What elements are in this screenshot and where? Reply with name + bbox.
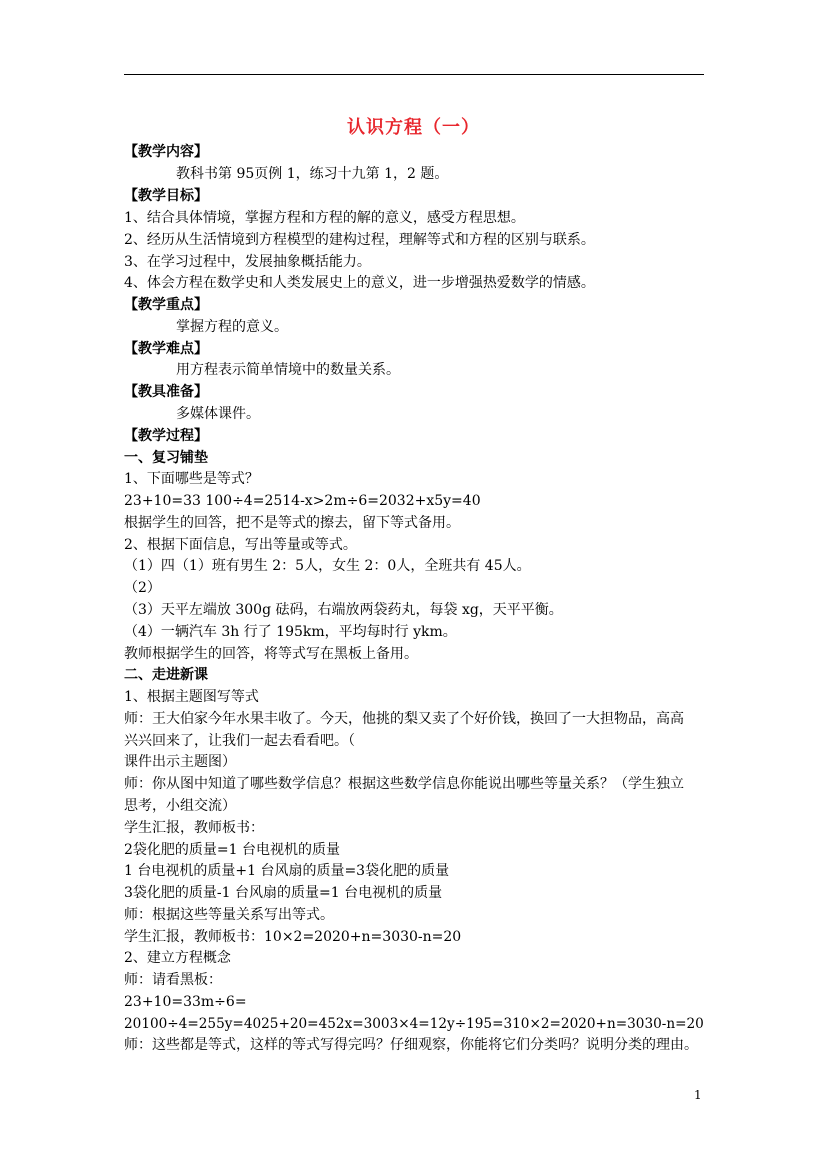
section-heading-key-points: 【教学重点】	[124, 297, 208, 313]
paragraph: 用方程表示简单情境中的数量关系。	[176, 362, 400, 378]
goal-item: 3、在学习过程中，发展抽象概括能力。	[124, 254, 371, 270]
paragraph: 教师根据学生的回答，将等式写在黑板上备用。	[124, 646, 418, 662]
paragraph: 2袋化肥的质量=1 台电视机的质量	[124, 842, 340, 858]
paragraph: 教科书第 95页例 1，练习十九第 1，2 题。	[176, 166, 449, 182]
paragraph: 3袋化肥的质量-1 台风扇的质量=1 台电视机的质量	[124, 885, 443, 901]
subsection-heading: 二、走进新课	[124, 667, 208, 683]
paragraph: 师：根据这些等量关系写出等式。	[124, 907, 334, 923]
paragraph: 思考，小组交流）	[124, 798, 236, 814]
page-number: 1	[694, 1088, 702, 1102]
subsection-heading: 一、复习铺垫	[124, 450, 208, 466]
paragraph: 师：请看黑板：	[124, 972, 222, 988]
equation-line: 20100÷4=255y=4025+20=452x=3003×4=12y÷195=310×2=2020+n=3030-n=20	[124, 1016, 704, 1032]
paragraph: 2、根据下面信息，写出等量或等式。	[124, 537, 357, 553]
equation-line: 23+10=33 100÷4=2514-x>2m÷6=2032+x5y=40	[124, 493, 481, 509]
header-rule	[124, 74, 704, 75]
goal-item: 4、体会方程在数学史和人类发展史上的意义，进一步增强热爱数学的情感。	[124, 275, 595, 291]
paragraph: （2）	[124, 580, 161, 596]
paragraph: 多媒体课件。	[176, 406, 260, 422]
section-heading-goals: 【教学目标】	[124, 188, 208, 204]
paragraph: 1、根据主题图写等式	[124, 689, 259, 705]
paragraph: 师：这些都是等式，这样的等式写得完吗？仔细观察，你能将它们分类吗？说明分类的理由。	[124, 1037, 698, 1053]
paragraph: 课件出示主题图）	[124, 754, 236, 770]
paragraph: 师：你从图中知道了哪些数学信息？根据这些数学信息你能说出哪些等量关系？（学生独立	[124, 776, 684, 792]
paragraph: 学生汇报，教师板书：10×2=2020+n=3030-n=20	[124, 929, 462, 945]
paragraph: 学生汇报，教师板书：	[124, 820, 264, 836]
paragraph: 兴兴回来了，让我们一起去看看吧。（	[124, 733, 355, 749]
paragraph: （1）四（1）班有男生 2：5人，女生 2：0人，全班共有 45人。	[124, 558, 531, 574]
equation-line: 23+10=33m÷6=	[124, 994, 247, 1010]
paragraph: 根据学生的回答，把不是等式的擦去，留下等式备用。	[124, 515, 460, 531]
paragraph: （3）天平左端放 300g 砝码，右端放两袋药丸，每袋 xg，天平平衡。	[124, 602, 563, 618]
paragraph: 1、下面哪些是等式？	[124, 471, 259, 487]
document-title: 认识方程（一）	[347, 117, 480, 138]
paragraph: 师：王大伯家今年水果丰收了。今天，他挑的梨又卖了个好价钱，换回了一大担物品，高高	[124, 711, 684, 727]
section-heading-materials: 【教具准备】	[124, 384, 208, 400]
goal-item: 1、结合具体情境，掌握方程和方程的解的意义，感受方程思想。	[124, 210, 525, 226]
section-heading-process: 【教学过程】	[124, 428, 208, 444]
section-heading-content: 【教学内容】	[124, 144, 208, 160]
paragraph: 2、建立方程概念	[124, 950, 231, 966]
section-heading-difficulties: 【教学难点】	[124, 341, 208, 357]
paragraph: 1 台电视机的质量+1 台风扇的质量=3袋化肥的质量	[124, 863, 450, 879]
paragraph: （4）一辆汽车 3h 行了 195km，平均每时行 ykm。	[124, 624, 457, 640]
goal-item: 2、经历从生活情境到方程模型的建构过程，理解等式和方程的区别与联系。	[124, 232, 595, 248]
paragraph: 掌握方程的意义。	[176, 319, 288, 335]
